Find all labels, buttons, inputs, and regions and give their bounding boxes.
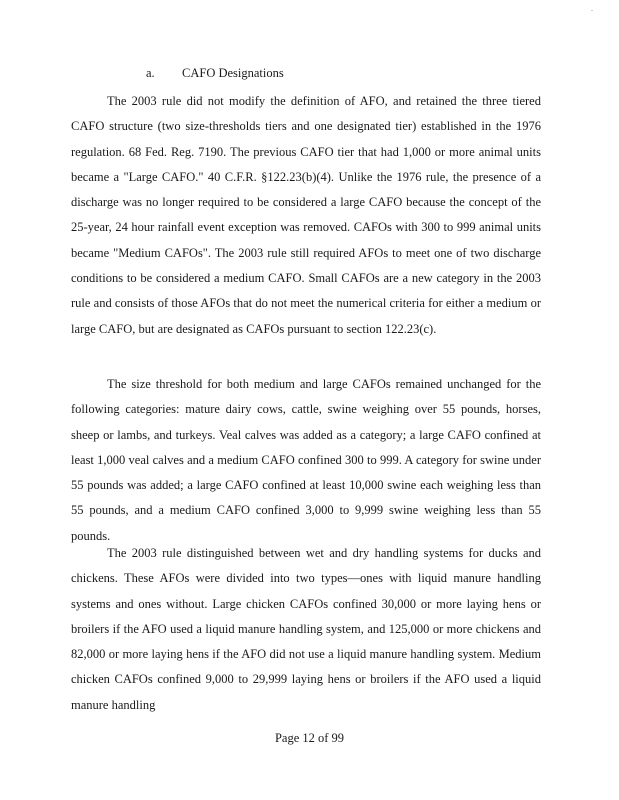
section-heading (146, 66, 284, 81)
corner-mark: . (591, 4, 593, 13)
paragraph-size-thresholds: The size threshold for both medium and large CAFOs remained unchanged for the following categories: mature dairy cows, cattle, swine weighing over 55 pounds, horses, sheep or lambs, and turkeys. Veal calves was added as a category; a large CAFO confined at least 1,000 veal calves and a medium CAFO confined 300 to 999. A category for swine under 55 pounds was added; a large CAFO confined at least 10,000 swine each weighing less than 55 pounds, and a medium CAFO confined 3,000 to 9,999 swine weighing less than 55 pounds. (71, 377, 541, 543)
section-title: CAFO Designations (182, 66, 284, 80)
paragraph-cafo-tiers: The 2003 rule did not modify the definition of AFO, and retained the three tiered CAFO structure (two size-thresholds tiers and one designated tier) established in the 1976 regulation. 68 Fed. Reg. 7190. The previous CAFO tier that had 1,000 or more animal units became a "Large CAFO." 40 C.F.R. §122.23(b)(4). Unlike the 1976 rule, the presence of a discharge was no longer required to be considered a large CAFO because the concept of the 25-year, 24 hour rainfall event exception was removed. CAFOs with 300 to 999 animal units became "Medium CAFOs". The 2003 rule still required AFOs to meet one of two discharge conditions to be considered a medium CAFO. Small CAFOs are a new category in the 2003 rule and consists of those AFOs that do not meet the numerical criteria for either a medium or large CAFO, but are designated as CAFOs pursuant to section 122.23(c). (71, 94, 541, 336)
section-letter: a. (146, 66, 155, 80)
page-footer: Page 12 of 99 (274, 731, 345, 745)
paragraph-handling-systems: The 2003 rule distinguished between wet and dry handling systems for ducks and chickens. These AFOs were divided into two types—ones with liquid manure handling systems and ones without. Large chicken CAFOs confined 30,000 or more laying hens or broilers if the AFO used a liquid manure handling system, and 125,000 or more chickens and 82,000 or more laying hens if the AFO did not use a liquid manure handling system. Medium chicken CAFOs confined 9,000 to 29,999 laying hens or broilers if the AFO used a liquid manure handling (71, 546, 541, 712)
